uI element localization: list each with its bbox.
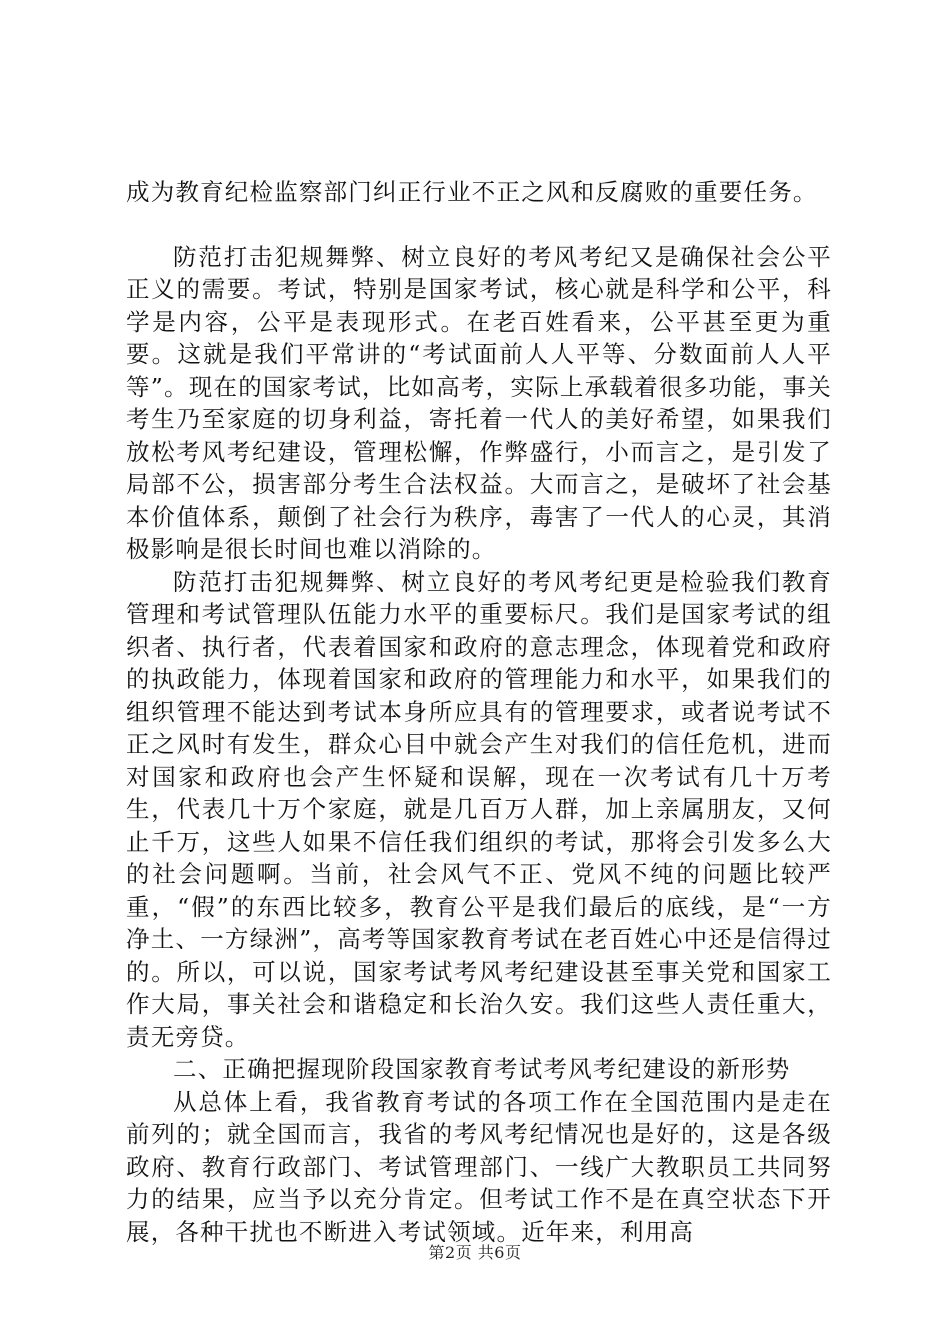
paragraph-management-standard: 防范打击犯规舞弊、树立良好的考风考纪更是检验我们教育管理和考试管理队伍能力水平的重要标尺。我们是国家考试的组织者、执行者，代表着国家和政府的意志理念，体现着党和政府的执政能力，体现着国家和政府的管理能力和水平，如果我们的组织管理不能达到考试本身所应具有的管理要求，或者说考试不正之风时有发生，群众心目中就会产生对我们的信任危机，进而对国家和政府也会产生怀疑和误解，现在一次考试有几十万考生，代表几十万个家庭，就是几百万人群，加上亲属朋友，又何止千万，这些人如果不信任我们组织的考试，那将会引发多么大的社会问题啊。当前，社会风气不正、党风不纯的问题比较严重，“假”的东西比较多，教育公平是我们最后的底线，是“一方净土、一方绿洲”，高考等国家教育考试在老百姓心中还是信得过的。所以，可以说，国家考试考风考纪建设甚至事关党和国家工作大局，事关社会和谐稳定和长治久安。我们这些人责任重大，责无旁贷。 — [126, 567, 832, 1051]
document-body — [126, 176, 832, 1248]
page-number-footer: 第2页 共6页 — [428, 1243, 522, 1262]
paragraph-social-fairness: 防范打击犯规舞弊、树立良好的考风考纪又是确保社会公平正义的需要。考试，特别是国家考试，核心就是科学和公平，科学是内容，公平是表现形式。在老百姓看来，公平甚至更为重要。这就是我们平常讲的“考试面前人人平等、分数面前人人平等”。现在的国家考试，比如高考，实际上承载着很多功能，事关考生乃至家庭的切身利益，寄托着一代人的美好希望，如果我们放松考风考纪建设，管理松懈，作弊盛行，小而言之，是引发了局部不公，损害部分考生合法权益。大而言之，是破坏了社会基本价值体系，颠倒了社会行为秩序，毒害了一代人的心灵，其消极影响是很长时间也难以消除的。 — [126, 242, 832, 563]
section-heading: 二、正确把握现阶段国家教育考试考风考纪建设的新形势 — [173, 1055, 791, 1083]
paragraph-continuation: 成为教育纪检监察部门纠正行业不正之风和反腐败的重要任务。 — [126, 178, 818, 206]
paragraph-overall-situation: 从总体上看，我省教育考试的各项工作在全国范围内是走在前列的；就全国而言，我省的考风考纪情况也是好的，这是各级政府、教育行政部门、考试管理部门、一线广大教职员工共同努力的结果，应当予以充分肯定。但考试工作不是在真空状态下开展，各种干扰也不断进入考试领域。近年来，利用高 — [126, 1087, 832, 1246]
